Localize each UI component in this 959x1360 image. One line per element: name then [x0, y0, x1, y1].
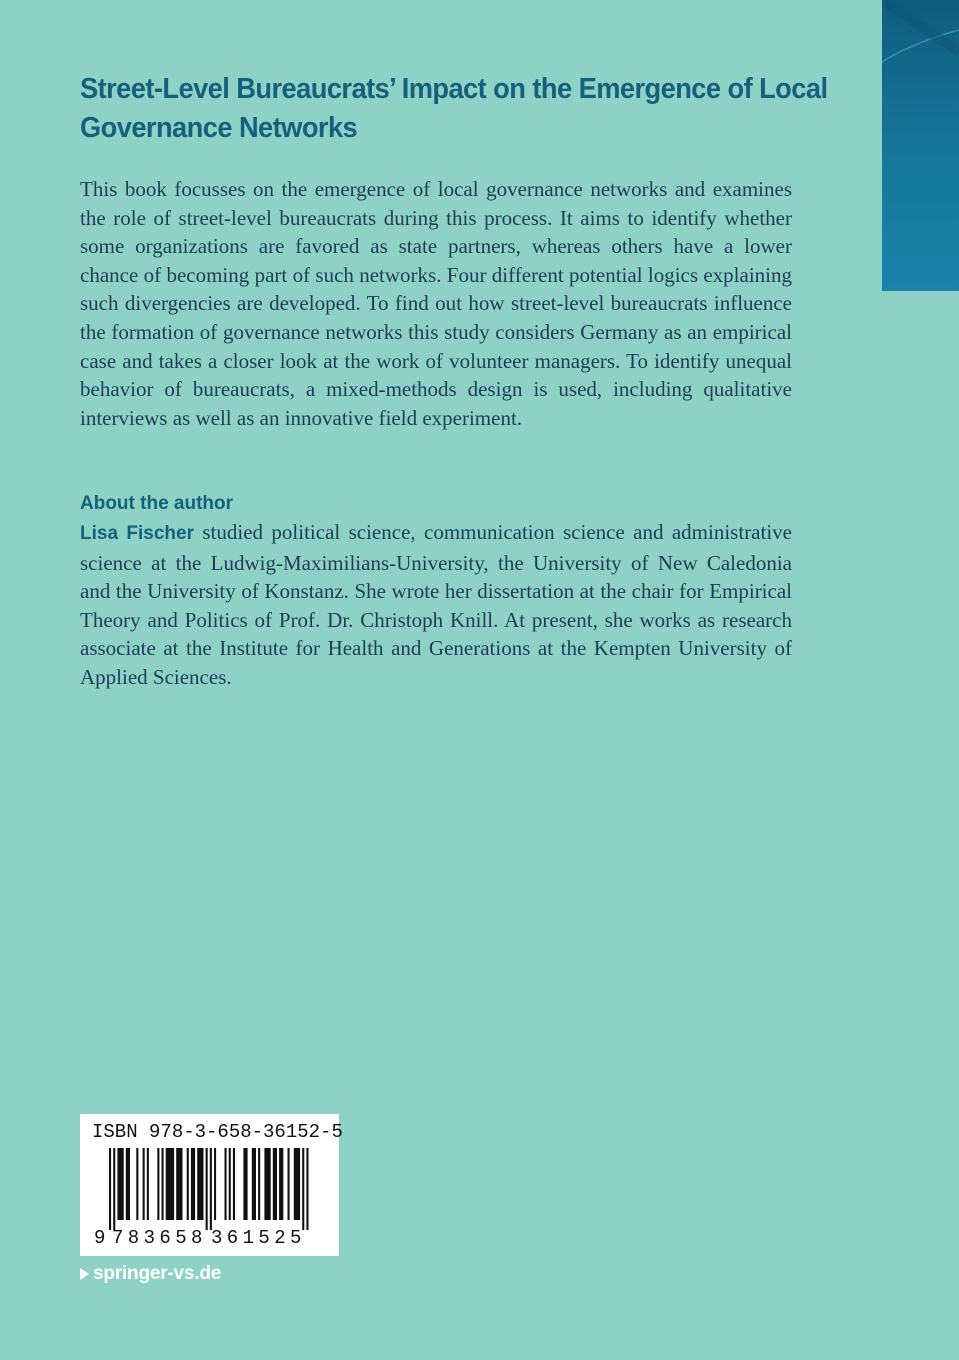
barcode-guard-bar: [306, 1148, 308, 1230]
barcode-bar: [176, 1148, 182, 1220]
book-title-line-1: Street-Level Bureaucrats’ Impact on the Emergence of Local: [80, 73, 828, 105]
book-title: [80, 70, 828, 148]
barcode-bar: [157, 1148, 159, 1220]
barcode-bar: [288, 1148, 290, 1220]
barcode-bar: [191, 1148, 195, 1220]
barcode-guard-bar: [109, 1148, 111, 1230]
publisher-website-link[interactable]: [80, 1262, 221, 1286]
ean-right-digits: 361525: [211, 1227, 306, 1249]
barcode-bar: [166, 1148, 174, 1220]
decorative-curve-icon: [882, 0, 959, 291]
barcode-bar: [162, 1148, 164, 1220]
barcode-bar: [279, 1148, 283, 1220]
author-name: Lisa Fischer: [80, 523, 195, 544]
book-description: This book focusses on the emergence of local governance networks and examines the role of street-level bureaucrats during this process. It aims to identify whether some organizations are favored as state partners, whereas others have a lower chance of becoming part of such networks. Four different potential logics explaining such divergencies are developed. To find out how street-level bureaucrats influence the formation of governance networks this study considers Germany as an empirical case and takes a closer look at the work of volunteer managers. To identify unequal behavior of bureaucrats, a mixed-methods design is used, including qualitative interviews as well as an innovative field experiment.: [80, 177, 792, 430]
author-bio-text: studied political science, communication science and administrative science at the Ludwig-Maximilians-University, the University of New Caledonia and the University of Konstanz. She wrote her dissertation at the chair for Empirical Theory and Politics of Prof. Dr. Christoph Knill. At present, she works as research associate at the Institute for Health and Generations at the Kempten University of Applied Sciences.: [80, 520, 792, 689]
barcode-bar: [243, 1148, 247, 1220]
isbn-barcode: [80, 1114, 343, 1256]
barcode-guard-bar: [210, 1148, 212, 1230]
arrow-right-icon: [80, 1268, 89, 1280]
barcode-bar: [233, 1148, 235, 1220]
publisher-website-text: springer-vs.de: [93, 1263, 222, 1284]
barcode-bars: [80, 1148, 339, 1232]
barcode-bar: [126, 1148, 130, 1220]
barcode-guard-bar: [206, 1148, 208, 1230]
barcode-bar: [229, 1148, 231, 1220]
barcode-guard-bar: [302, 1148, 304, 1230]
barcode-bar: [143, 1148, 145, 1220]
barcode-guard-bar: [113, 1148, 115, 1230]
barcode-bar: [214, 1148, 216, 1220]
barcode-bar: [136, 1148, 138, 1220]
about-author-heading: About the author: [80, 493, 234, 514]
barcode-bar: [117, 1148, 123, 1220]
barcode-bar: [252, 1148, 256, 1220]
barcode-bar: [197, 1148, 203, 1220]
barcode-bar: [294, 1148, 300, 1220]
barcode-bar: [187, 1148, 189, 1220]
barcode-bar: [273, 1148, 277, 1220]
author-bio: [80, 518, 792, 692]
barcode-bar: [225, 1148, 227, 1220]
corner-color-band: [882, 0, 959, 291]
barcode-bar: [258, 1148, 260, 1220]
ean-left-digits: 783658: [112, 1227, 207, 1249]
isbn-label: ISBN 978-3-658-36152-5: [92, 1121, 343, 1143]
barcode-bar: [147, 1148, 149, 1220]
ean-first-digit: 9: [94, 1227, 106, 1249]
barcode-bar: [264, 1148, 270, 1220]
book-title-line-2: Governance Networks: [80, 112, 358, 144]
